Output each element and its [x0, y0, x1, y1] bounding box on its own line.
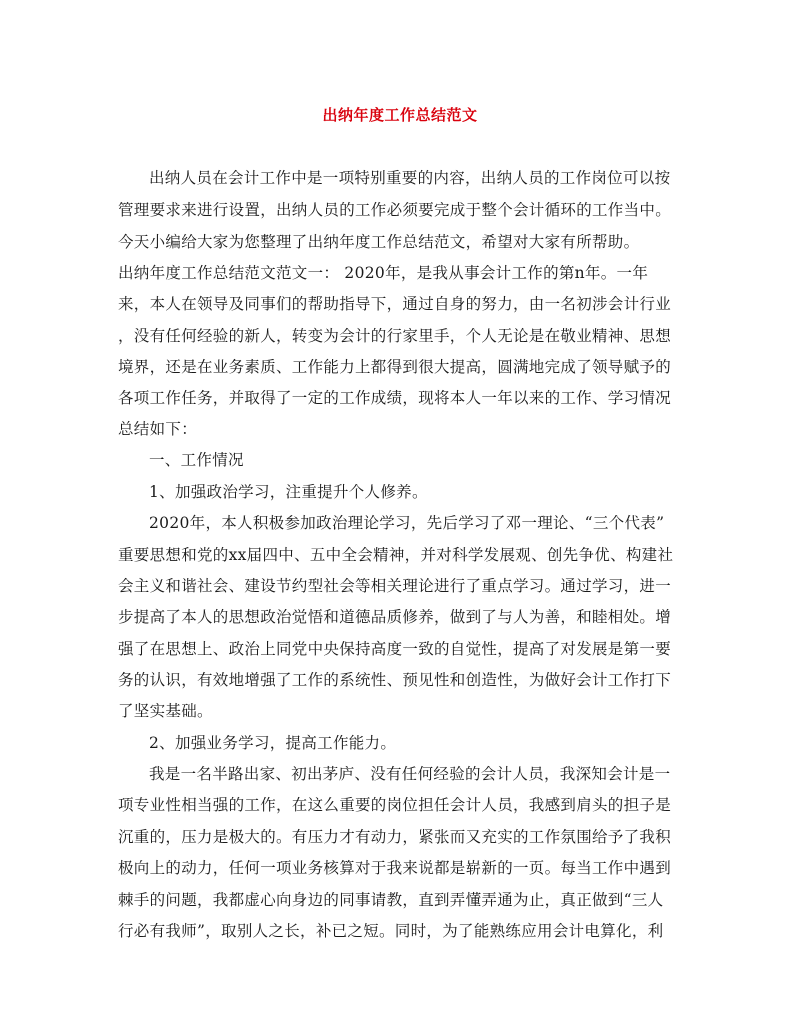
body-line: 步提高了本人的思想政治觉悟和道德品质修养，做到了与人为善，和睦相处。增: [118, 608, 672, 626]
body-line: 出纳人员在会计工作中是一项特别重要的内容，出纳人员的工作岗位可以按: [149, 169, 671, 187]
body-line: ，没有任何经验的新人，转变为会计的行家里手，个人无论是在敬业精神、思想: [118, 327, 672, 345]
body-line: 极向上的动力，任何一项业务核算对于我来说都是崭新的一页。每当工作中遇到: [118, 859, 672, 877]
body-line: 重要思想和党的xx届四中、五中全会精神，并对科学发展观、创先争优、构建社: [118, 546, 674, 564]
body-line: 各项工作任务，并取得了一定的工作成绩，现将本人一年以来的工作、学习情况: [118, 389, 672, 407]
body-line: 了坚实基础。: [118, 702, 213, 720]
body-line: 棘手的问题，我都虚心向身边的同事请教，直到弄懂弄通为止，真正做到“三人: [118, 891, 664, 909]
body-line: 务的认识，有效地增强了工作的系统性、预见性和创造性，为做好会计工作打下: [118, 671, 672, 689]
body-line: 行必有我师”，取别人之长，补已之短。同时，为了能熟练应用会计电算化，利: [118, 922, 664, 940]
body-line: 我是一名半路出家、初出茅庐、没有任何经验的会计人员，我深知会计是一: [149, 765, 671, 783]
body-line: 2020年，本人积极参加政治理论学习，先后学习了邓一理论、“三个代表”: [149, 514, 665, 532]
body-line: 管理要求来进行设置，出纳人员的工作必须要完成于整个会计循环的工作当中。: [118, 201, 672, 219]
body-line: 沉重的，压力是极大的。有压力才有动力，紧张而又充实的工作氛围给予了我积: [118, 828, 672, 846]
body-line: 会主义和谐社会、建设节约型社会等相关理论进行了重点学习。通过学习，进一: [118, 577, 672, 595]
body-line: 强了在思想上、政治上同党中央保持高度一致的自觉性，提高了对发展是第一要: [118, 640, 672, 658]
section-heading: 一、工作情况: [149, 451, 244, 469]
body-line: 总结如下：: [118, 420, 198, 438]
body-line: 来，本人在领导及同事们的帮助指导下，通过自身的努力，由一名初涉会计行业: [118, 295, 672, 313]
body-line: 出纳年度工作总结范文范文一： 2020年，是我从事会计工作的第n年。一年: [118, 264, 649, 282]
body-line: 项专业性相当强的工作，在这么重要的岗位担任会计人员，我感到肩头的担子是: [118, 796, 672, 814]
body-line: 今天小编给大家为您整理了出纳年度工作总结范文，希望对大家有所帮助。: [118, 233, 640, 251]
body-line: 境界，还是在业务素质、工作能力上都得到很大提高，圆满地完成了领导赋予的: [118, 358, 672, 376]
document-title: 出纳年度工作总结范文: [322, 106, 478, 124]
subsection-heading: 2、加强业务学习，提高工作能力。: [149, 734, 397, 752]
subsection-heading: 1、加强政治学习，注重提升个人修养。: [149, 483, 428, 501]
